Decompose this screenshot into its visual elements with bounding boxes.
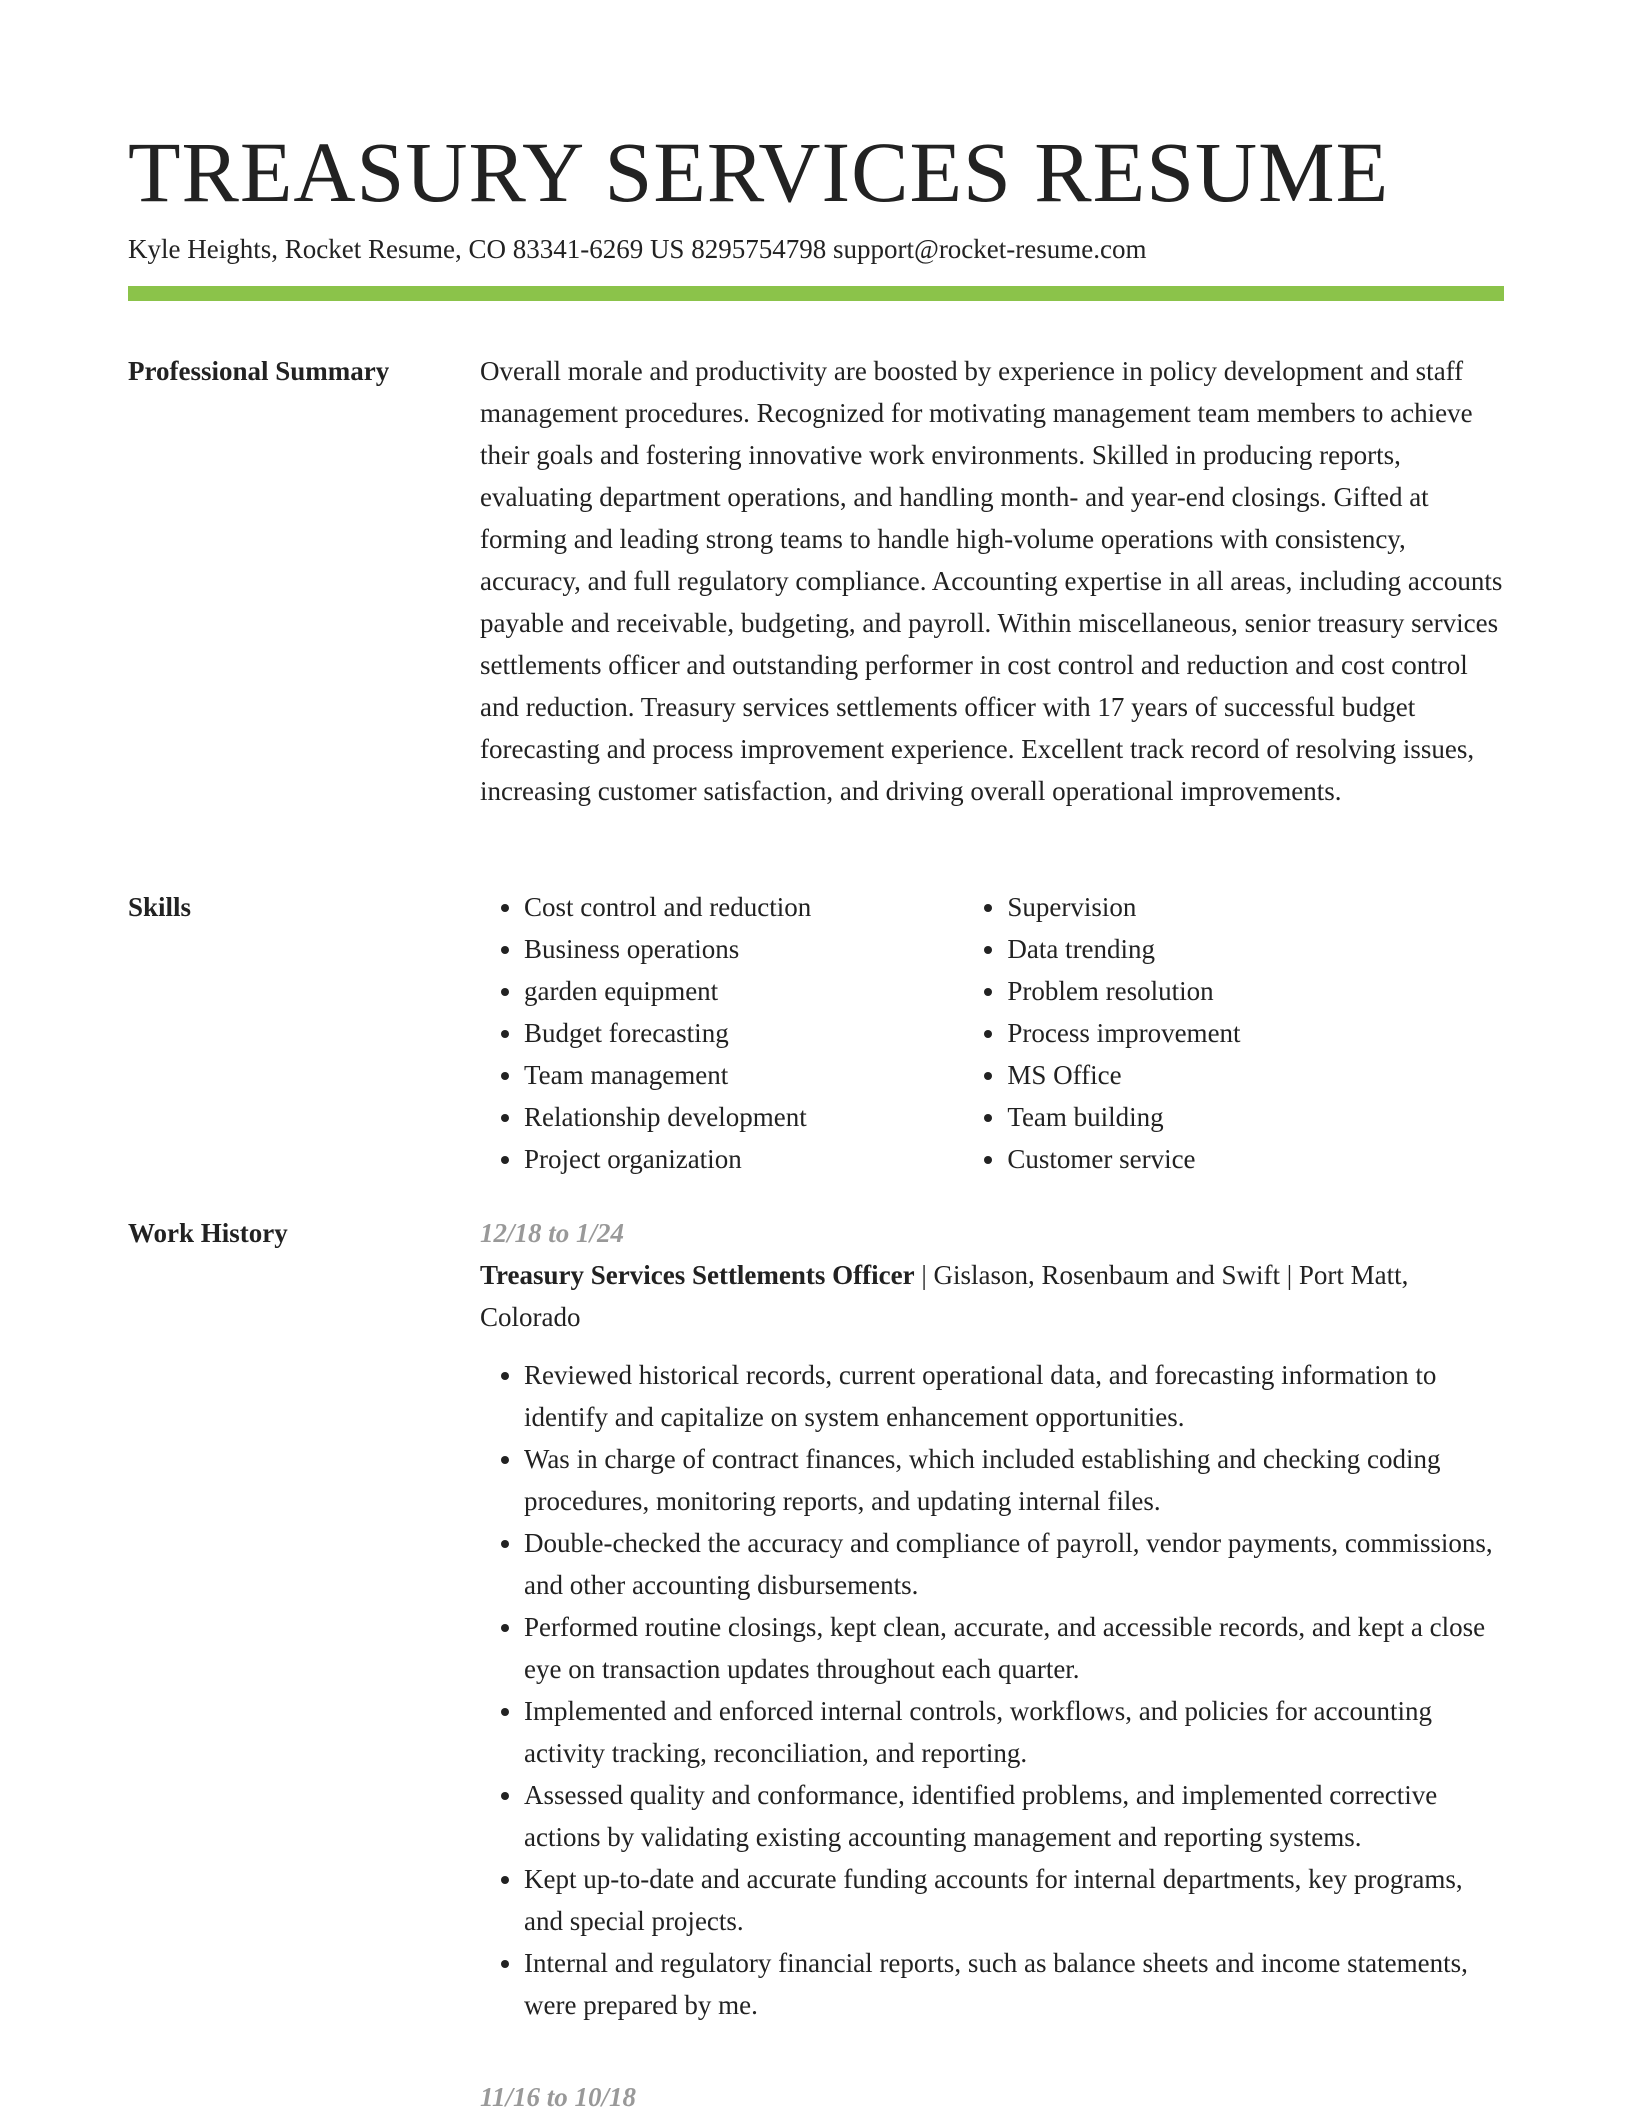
- skill-item: • Budget forecasting: [524, 1012, 963, 1054]
- job-company-location: | Gislason, Rosenbaum and Swift | Port Matt, Colorado: [480, 1260, 1409, 1332]
- job-bullet: • Was in charge of contract finances, which included establishing and checking coding procedures, monitoring reports, and updating internal files.: [524, 1438, 1504, 1522]
- skills-label: Skills: [128, 892, 192, 922]
- job-title: Treasury Services Settlements Officer: [480, 1260, 915, 1290]
- skills-grid: [480, 886, 1504, 1180]
- skill-item: • Project organization: [524, 1138, 963, 1180]
- job-bullet: • Internal and regulatory financial reports, such as balance sheets and income statements, were prepared by me.: [524, 1942, 1504, 2026]
- skill-item: • Customer service: [1007, 1138, 1504, 1180]
- skill-item: • Supervision: [1007, 886, 1504, 928]
- job-dates: 11/16 to 10/18: [480, 2082, 637, 2112]
- summary-body: [480, 350, 1504, 812]
- job-entry: [480, 1212, 1504, 2026]
- skills-column-right: [963, 886, 1504, 1180]
- contact-line: Kyle Heights, Rocket Resume, CO 83341-6269 US 8295754798 support@rocket-resume.com: [128, 234, 1147, 264]
- job-bullet: • Assessed quality and conformance, identified problems, and implemented corrective actions by validating existing accounting management and reporting systems.: [524, 1774, 1504, 1858]
- work-history-label: Work History: [128, 1218, 288, 1248]
- job-bullet: • Implemented and enforced internal controls, workflows, and policies for accounting activity tracking, reconciliation, and reporting.: [524, 1690, 1504, 1774]
- job-bullet: • Reviewed historical records, current operational data, and forecasting information to identify and capitalize on system enhancement opportunities.: [524, 1354, 1504, 1438]
- skill-item: • Team management: [524, 1054, 963, 1096]
- skill-item: • Data trending: [1007, 928, 1504, 970]
- job-heading: [480, 1254, 1504, 1338]
- skill-item: • MS Office: [1007, 1054, 1504, 1096]
- summary-text: Overall morale and productivity are boosted by experience in policy development and staff management procedures. Recognized for motivating management team members to achieve their goals and fostering innovative work environments. Skilled in producing reports, evaluating department operations, and handling month- and year-end closings. Gifted at forming and leading strong teams to handle high-volume operations with consistency, accuracy, and full regulatory compliance. Accounting expertise in all areas, including accounts payable and receivable, budgeting, and payroll. Within miscellaneous, senior treasury services settlements officer and outstanding performer in cost control and reduction and cost control and reduction. Treasury services settlements officer with 17 years of successful budget forecasting and process improvement experience. Excellent track record of resolving issues, increasing customer satisfaction, and driving overall operational improvements.: [480, 356, 1503, 806]
- summary-label: Professional Summary: [128, 356, 390, 386]
- job-bullets: [480, 1354, 1504, 2026]
- skill-item: • Problem resolution: [1007, 970, 1504, 1012]
- skill-item: • Team building: [1007, 1096, 1504, 1138]
- job-dates: 12/18 to 1/24: [480, 1218, 625, 1248]
- job-bullet: • Performed routine closings, kept clean, accurate, and accessible records, and kept a close eye on transaction updates throughout each quarter.: [524, 1606, 1504, 1690]
- skill-item: • Relationship development: [524, 1096, 963, 1138]
- skill-item: • Business operations: [524, 928, 963, 970]
- skills-body: [480, 886, 1504, 1180]
- job-bullet: • Double-checked the accuracy and compliance of payroll, vendor payments, commissions, and other accounting disbursements.: [524, 1522, 1504, 1606]
- resume-title: TREASURY SERVICES RESUME: [128, 124, 1390, 220]
- skill-item: • Process improvement: [1007, 1012, 1504, 1054]
- skill-item: • garden equipment: [524, 970, 963, 1012]
- job-bullet: • Kept up-to-date and accurate funding accounts for internal departments, key programs, and special projects.: [524, 1858, 1504, 1942]
- skill-item: • Cost control and reduction: [524, 886, 963, 928]
- skills-column-left: [480, 886, 963, 1180]
- header-divider: [128, 286, 1504, 301]
- work-history-body: [480, 1212, 1504, 2112]
